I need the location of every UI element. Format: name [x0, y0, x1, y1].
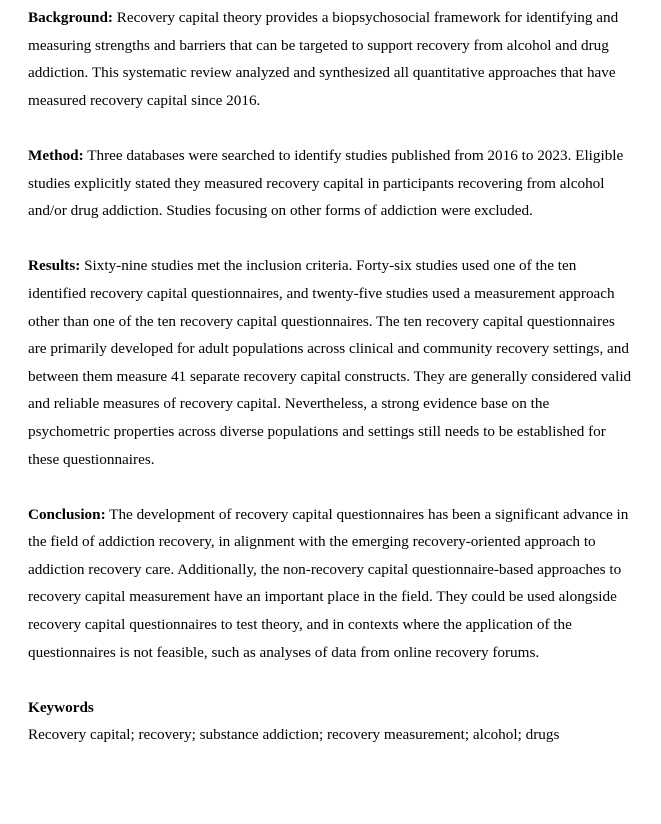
results-label: Results:	[28, 257, 81, 275]
method-paragraph	[28, 142, 634, 225]
method-label: Method:	[28, 146, 84, 164]
conclusion-paragraph	[28, 501, 634, 667]
background-paragraph	[28, 4, 634, 114]
conclusion-label: Conclusion:	[28, 505, 106, 523]
background-text: Recovery capital theory provides a biopsychosocial framework for identifying and measuring strengths and barriers that can be targeted to support recovery from alcohol and drug addiction. This systematic review analyzed and synthesized all quantitative approaches that have measured recovery capital since 2016.	[28, 9, 619, 109]
results-text: Sixty-nine studies met the inclusion criteria. Forty-six studies used one of the ten identified recovery capital questionnaires, and twenty-five studies used a measurement approach other than one of the ten recovery capital questionnaires. The ten recovery capital questionnaires are primarily developed for adult populations across clinical and community recovery settings, and between them measure 41 separate recovery capital constructs. They are generally considered valid and reliable measures of recovery capital. Nevertheless, a strong evidence base on the psychometric properties across diverse populations and settings still needs to be established for these questionnaires.	[28, 257, 632, 468]
abstract-document	[28, 4, 634, 749]
conclusion-text: The development of recovery capital questionnaires has been a significant advance in the field of addiction recovery, in alignment with the emerging recovery-oriented approach to addiction recovery care. Additionally, the non-recovery capital questionnaire-based approaches to recovery capital measurement have an important place in the field. They could be used alongside recovery capital questionnaires to test theory, and in contexts where the application of the questionnaires is not feasible, such as analyses of data from online recovery forums.	[28, 505, 629, 661]
keywords-heading: Keywords	[28, 698, 94, 716]
background-label: Background:	[28, 9, 113, 26]
results-paragraph	[28, 252, 634, 473]
keywords-text: Recovery capital; recovery; substance addiction; recovery measurement; alcohol; drugs	[28, 726, 560, 744]
method-text: Three databases were searched to identify studies published from 2016 to 2023. Eligible studies explicitly stated they measured recovery capital in participants recovering from alcohol and/or drug addiction. Studies focusing on other forms of addiction were excluded.	[28, 146, 624, 220]
